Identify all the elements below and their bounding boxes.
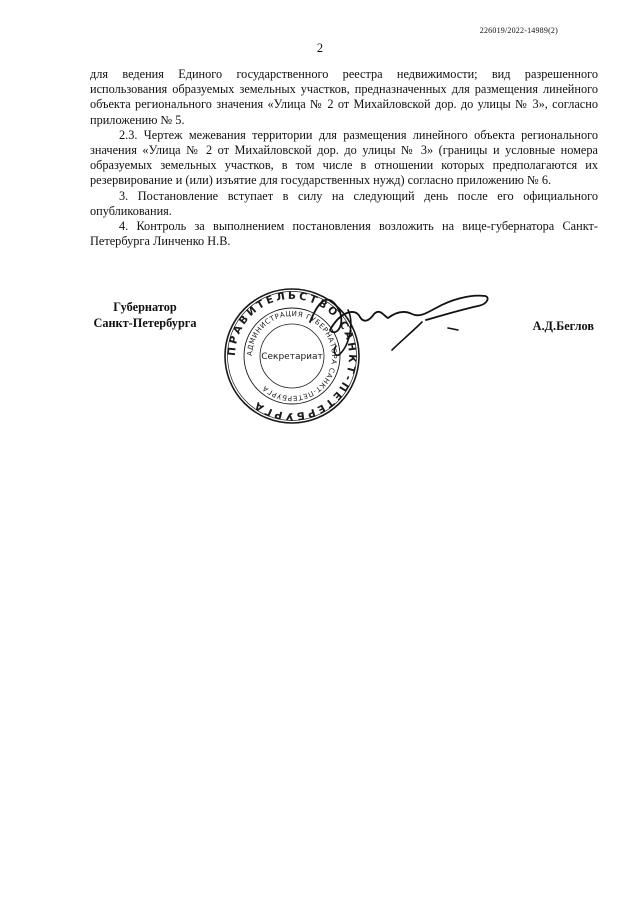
seal-center-text: Секретариат — [261, 352, 323, 362]
page-number: 2 — [316, 41, 324, 55]
signatory-position-line2: Санкт-Петербурга — [93, 315, 197, 330]
signatory-position — [90, 300, 200, 331]
paragraph-4: 4. Контроль за выполнением постановления возложить на вице-губернатора Санкт-Петербурга Линченко Н.В. — [90, 219, 598, 249]
seal-outer-text: ПРАВИТЕЛЬСТВО САНКТ-ПЕТЕРБУРГА — [225, 289, 359, 423]
document-number: 226019/2022-14989(2) — [479, 26, 558, 35]
seal-inner-text: АДМИНИСТРАЦИЯ ГУБЕРНАТОРА САНКТ-ПЕТЕРБУРГА — [245, 309, 339, 403]
signatory-name: А.Д.Беглов — [532, 319, 594, 333]
document-body — [90, 67, 598, 249]
paragraph-2-3: 2.3. Чертеж межевания территории для размещения линейного объекта регионального значения «Улица № 2 от Михайловской дор. до улицы № 3» (границы и условные номера образуемых земельных участков, в том числе в отношении которых предполагаются их резервирование и (или) изъятие для государственных нужд) согласно приложению № 6. — [90, 127, 598, 188]
paragraph-3: 3. Постановление вступает в силу на следующий день после его официального опубликования. — [90, 188, 598, 218]
paragraph-continuation: для ведения Единого государственного реестра недвижимости; вид разрешенного использования образуемых земельных участков, предназначенных для размещения линейного объекта регионального значения «Улица № 2 от Михайловской дор. до улицы № 3», согласно приложению № 5. — [90, 67, 598, 127]
signatory-position-line1: Губернатор — [113, 300, 177, 314]
handwritten-signature — [300, 282, 500, 362]
